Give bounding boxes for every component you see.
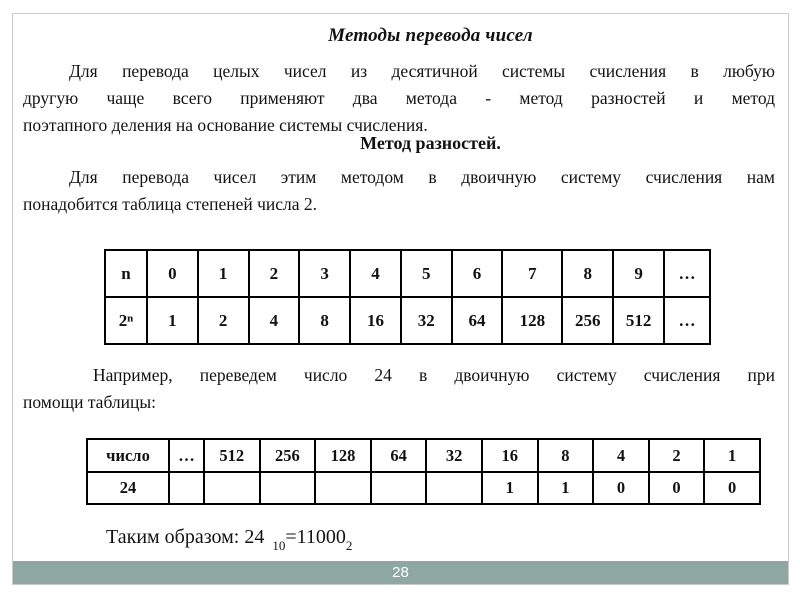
text-line: Для перевода целых чисел из десятичной системы счисления в любую — [69, 61, 775, 81]
table-cell: 64 — [452, 297, 503, 344]
table-cell: 3 — [299, 250, 350, 297]
page-number-bar — [13, 561, 788, 584]
method-heading: Метод разностей. — [360, 133, 501, 153]
text-line: помощи таблицы: — [23, 392, 157, 412]
table-cell: 16 — [482, 439, 538, 472]
table-cell: 512 — [204, 439, 260, 472]
table-row — [87, 472, 760, 504]
method-paragraph — [23, 164, 775, 218]
text-line: понадобится таблица степеней числа 2. — [23, 194, 318, 214]
table-cell: 128 — [315, 439, 371, 472]
table-cell — [260, 472, 316, 504]
table-cell: 2 — [649, 439, 705, 472]
table-cell: 2ⁿ — [105, 297, 147, 344]
text-line: другую чаще всего применяют два метода - метод разностей и метод — [23, 88, 775, 108]
table-cell: 32 — [401, 297, 452, 344]
table-cell — [315, 472, 371, 504]
table-cell: … — [169, 439, 204, 472]
table-cell: 8 — [299, 297, 350, 344]
table-cell: 9 — [613, 250, 664, 297]
conversion-table — [86, 438, 761, 505]
intro-paragraph — [23, 58, 775, 139]
table-cell: 16 — [350, 297, 401, 344]
text-line: Для перевода чисел этим методом в двоичную систему счисления нам — [69, 167, 775, 187]
table-row — [105, 250, 710, 297]
table-cell: 5 — [401, 250, 452, 297]
table-cell: 2 — [198, 297, 249, 344]
table-cell: 0 — [704, 472, 760, 504]
table-cell: 32 — [426, 439, 482, 472]
powers-of-two-table — [104, 249, 711, 345]
table-cell: 1 — [147, 297, 198, 344]
text-line: Например, переведем число 24 в двоичную систему счисления при — [93, 365, 775, 385]
conclusion-line — [106, 526, 352, 554]
table-cell: 2 — [249, 250, 300, 297]
table-cell: 0 — [593, 472, 649, 504]
table-cell: 256 — [562, 297, 613, 344]
table-cell: 1 — [482, 472, 538, 504]
table-cell: 64 — [371, 439, 427, 472]
table-cell — [371, 472, 427, 504]
table-cell: 0 — [649, 472, 705, 504]
table-cell: 1 — [704, 439, 760, 472]
table-cell: 4 — [350, 250, 401, 297]
table-cell: 4 — [593, 439, 649, 472]
table-cell — [204, 472, 260, 504]
table-row — [105, 297, 710, 344]
table-cell — [169, 472, 204, 504]
table-cell: 128 — [502, 297, 562, 344]
table-cell — [426, 472, 482, 504]
slide-title: Методы перевода чисел — [328, 25, 533, 46]
table-row — [87, 439, 760, 472]
table-cell: … — [664, 250, 710, 297]
conclusion-prefix: Таким образом: 24 — [106, 526, 265, 548]
table-cell: 6 — [452, 250, 503, 297]
table-cell: 8 — [538, 439, 594, 472]
conclusion-equals: =11000 — [285, 526, 346, 548]
table-cell: 4 — [249, 297, 300, 344]
table-cell: 24 — [87, 472, 169, 504]
example-paragraph — [23, 362, 775, 416]
subscript-base-10: 10 — [272, 538, 286, 553]
page-number: 28 — [392, 564, 409, 581]
table-cell: 0 — [147, 250, 198, 297]
table-cell: 512 — [613, 297, 664, 344]
text-line: поэтапного деления на основание системы счисления. — [23, 115, 428, 135]
slide — [12, 13, 789, 585]
table-cell: n — [105, 250, 147, 297]
table-cell: 1 — [538, 472, 594, 504]
table-cell: 7 — [502, 250, 562, 297]
subscript-base-2: 2 — [345, 538, 353, 553]
table-cell: … — [664, 297, 710, 344]
table-cell: 8 — [562, 250, 613, 297]
table-cell: 256 — [260, 439, 316, 472]
table-cell: 1 — [198, 250, 249, 297]
table-cell: число — [87, 439, 169, 472]
